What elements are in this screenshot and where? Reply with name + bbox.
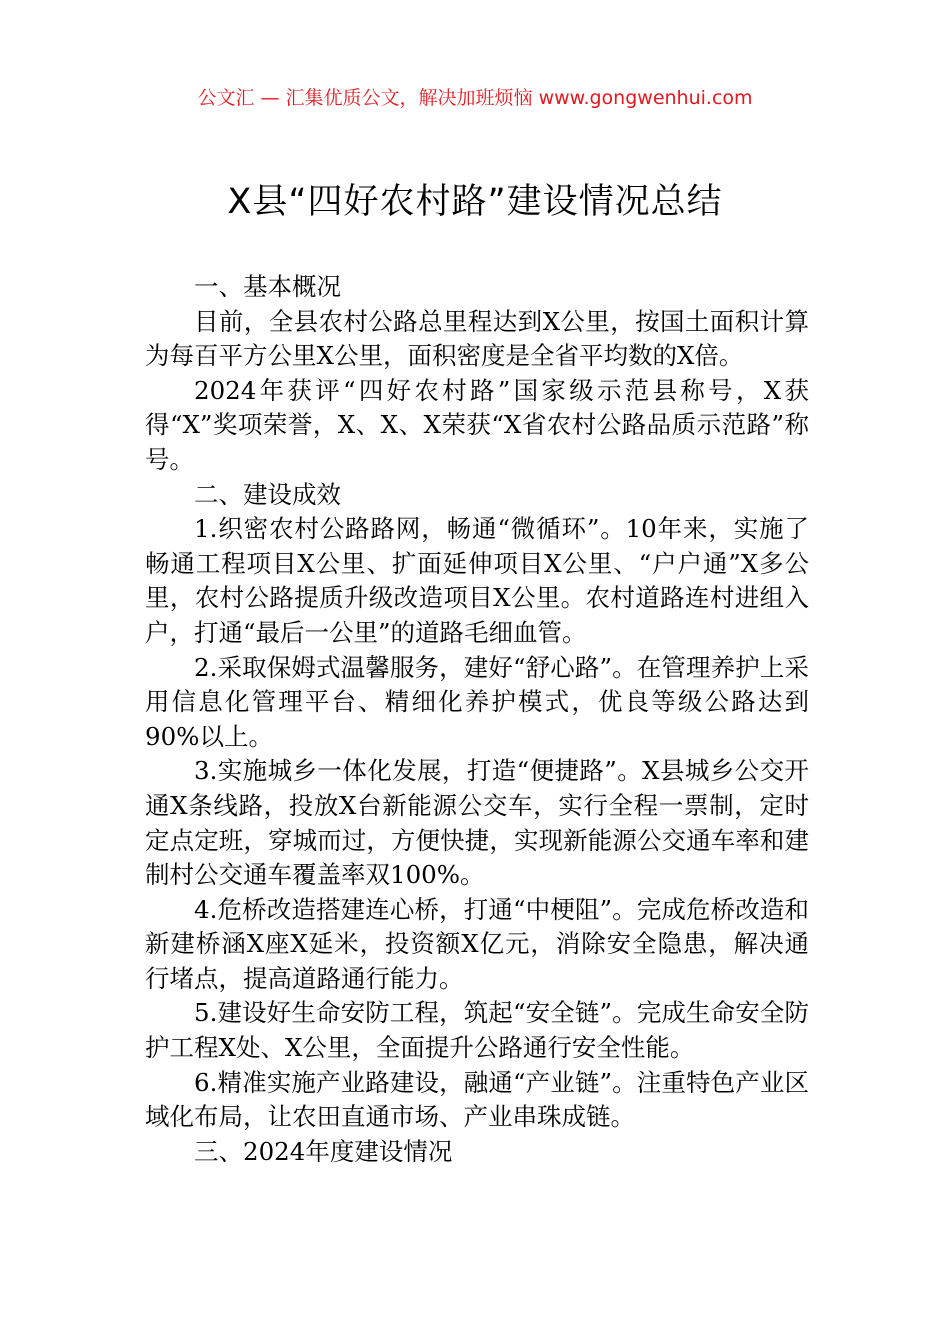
header-banner: 公文汇 — 汇集优质公文，解决加班烦恼 www.gongwenhui.com xyxy=(197,87,753,109)
paragraph: 1.织密农村公路路网，畅通“微循环”。10年来，实施了畅通工程项目X公里、扩面延伸项目X公里、“户户通”X多公里，农村公路提质升级改造项目X公里。农村道路连村进组入户，打通“最后一公里”的道路毛细血管。 xyxy=(145,514,809,647)
section-heading-results: 二、建设成效 xyxy=(194,479,341,509)
paragraph: 5.建设好生命安防工程，筑起“安全链”。完成生命安全防护工程X处、X公里，全面提升公路通行安全性能。 xyxy=(145,998,809,1063)
section-heading-overview: 一、基本概况 xyxy=(194,272,341,301)
paragraph: 2.采取保姆式温馨服务，建好“舒心路”。在管理养护上采用信息化管理平台、精细化养护模式，优良等级公路达到90%以上。 xyxy=(145,652,809,751)
paragraph: 6.精准实施产业路建设，融通“产业链”。注重特色产业区域化布局，让农田直通市场、产业串珠成链。 xyxy=(145,1067,809,1132)
paragraph: 2024年获评“四好农村路”国家级示范县称号，X获得“X”奖项荣誉，X、X、X荣获“X省农村公路品质示范路”称号。 xyxy=(145,375,809,474)
paragraph: 4.危桥改造搭建连心桥，打通“中梗阻”。完成危桥改造和新建桥涵X座X延米，投资额X亿元，消除安全隐患，解决通行堵点，提高道路通行能力。 xyxy=(145,894,809,993)
document-body xyxy=(145,270,809,1169)
paragraph: 3.实施城乡一体化发展，打造“便捷路”。X县城乡公交开通X条线路，投放X台新能源公交车，实行全程一票制，定时定点定班，穿城而过，方便快捷，实现新能源公交通车率和建制村公交通车覆盖率双100%。 xyxy=(145,756,809,890)
section-heading-annual: 三、2024年度建设情况 xyxy=(194,1136,453,1166)
paragraph: 目前，全县农村公路总里程达到X公里，按国土面积计算为每百平方公里X公里，面积密度是全省平均数的X倍。 xyxy=(145,306,809,371)
document-title: X县“四好农村路”建设情况总结 xyxy=(227,182,723,222)
